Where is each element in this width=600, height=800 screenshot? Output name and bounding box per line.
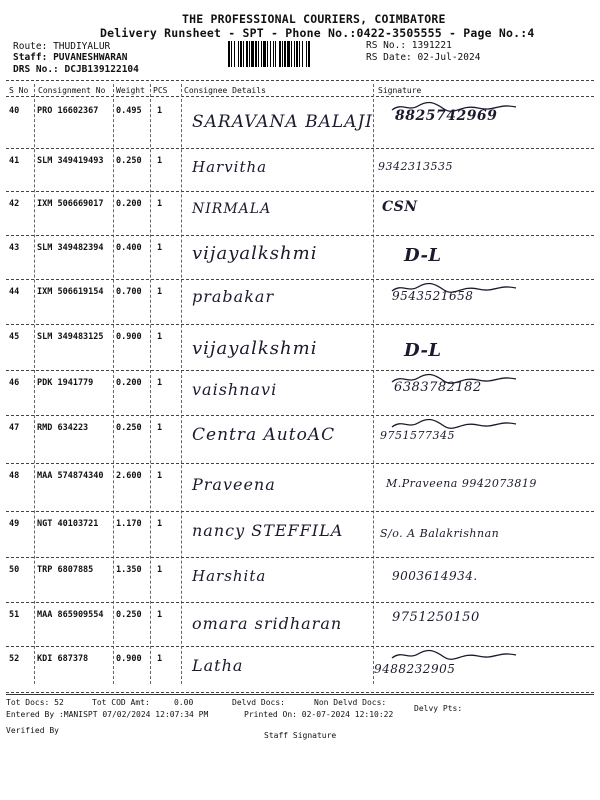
row-pcs: 1 — [157, 565, 163, 575]
delvy-pts: Delvy Pts: — [414, 704, 463, 713]
row-separator — [6, 148, 594, 149]
row-pcs: 1 — [157, 287, 163, 297]
runsheet-title: Delivery Runsheet - SPT - Phone No.:0422-3505555 - Page No.:4 — [100, 26, 535, 40]
row-sno: 40 — [9, 106, 20, 116]
row-consignment-no: IXM 506669017 — [37, 199, 104, 209]
row-signature: 9543521658 — [392, 289, 474, 303]
tot-docs: Tot Docs: 52 — [6, 698, 64, 707]
row-pcs: 1 — [157, 519, 163, 529]
signature-scribble — [388, 372, 588, 386]
tot-cod-label: Tot COD Amt: — [92, 698, 150, 707]
row-consignee-name: vijayalkshmi — [192, 338, 318, 359]
table-row — [0, 326, 600, 370]
row-consignment-no: SLM 349483125 — [37, 332, 104, 342]
col-sno: S No — [9, 86, 29, 95]
row-separator — [6, 646, 594, 647]
table-row — [0, 513, 600, 557]
row-weight: 0.900 — [116, 654, 142, 664]
row-signature: 6383782182 — [394, 380, 482, 395]
row-pcs: 1 — [157, 106, 163, 116]
row-weight: 0.250 — [116, 423, 142, 433]
row-signature: S/o. A Balakrishnan — [380, 527, 500, 540]
table-row — [0, 465, 600, 511]
table-row — [0, 237, 600, 279]
row-consignment-no: RMD 634223 — [37, 423, 89, 433]
barcode-image — [228, 41, 356, 67]
row-separator — [6, 370, 594, 371]
table-row — [0, 604, 600, 646]
row-pcs: 1 — [157, 199, 163, 209]
row-consignee-name: Latha — [192, 656, 244, 675]
row-sno: 44 — [9, 287, 20, 297]
row-consignment-no: KDI 687378 — [37, 654, 89, 664]
row-consignment-no: IXM 506619154 — [37, 287, 104, 297]
col-weight: Weight — [116, 86, 145, 95]
row-separator — [6, 415, 594, 416]
signature-scribble — [388, 417, 588, 431]
row-separator — [6, 235, 594, 236]
row-sno: 48 — [9, 471, 20, 481]
row-pcs: 1 — [157, 610, 163, 620]
entered-by: Entered By :MANISPT 07/02/2024 12:07:34 PM — [6, 710, 209, 719]
row-separator — [6, 602, 594, 603]
row-consignee-name: Harshita — [192, 567, 267, 585]
route-value: THUDIYALUR — [53, 41, 111, 52]
row-consignment-no: MAA 865909554 — [37, 610, 104, 620]
row-consignee-name: vijayalkshmi — [192, 243, 318, 264]
row-pcs: 1 — [157, 378, 163, 388]
table-row — [0, 648, 600, 692]
row-weight: 0.900 — [116, 332, 142, 342]
row-separator — [6, 557, 594, 558]
row-consignee-name: prabakar — [192, 287, 275, 306]
row-consignee-name: vaishnavi — [192, 380, 278, 399]
row-consignee-name: nancy STEFFILA — [192, 521, 344, 540]
row-sno: 46 — [9, 378, 20, 388]
row-weight: 0.250 — [116, 156, 142, 166]
rs-date-line — [366, 52, 480, 63]
row-signature: 9342313535 — [378, 160, 453, 173]
row-consignee-name: Praveena — [192, 475, 276, 494]
drs-label: DRS No.: — [13, 64, 59, 75]
row-pcs: 1 — [157, 156, 163, 166]
delvd-docs: Delvd Docs: — [232, 698, 285, 707]
rs-no-value: 1391221 — [411, 40, 452, 51]
rs-no-label: RS No.: — [366, 40, 407, 51]
row-sno: 51 — [9, 610, 20, 620]
tot-cod-value: 0.00 — [174, 698, 194, 707]
row-sno: 43 — [9, 243, 20, 253]
row-consignment-no: SLM 349419493 — [37, 156, 104, 166]
row-consignment-no: MAA 574874340 — [37, 471, 104, 481]
row-weight: 2.600 — [116, 471, 142, 481]
drs-value: DCJB139122104 — [64, 64, 139, 75]
row-pcs: 1 — [157, 654, 163, 664]
footer-rule — [6, 694, 594, 695]
row-sno: 42 — [9, 199, 20, 209]
row-separator — [6, 324, 594, 325]
row-consignment-no: PRO 16602367 — [37, 106, 99, 116]
non-delvd-docs: Non Delvd Docs: — [314, 698, 387, 707]
drs-line — [13, 64, 139, 75]
row-weight: 0.700 — [116, 287, 142, 297]
row-signature: 9751577345 — [380, 429, 455, 442]
row-consignment-no: SLM 349482394 — [37, 243, 104, 253]
row-separator — [6, 463, 594, 464]
row-sno: 52 — [9, 654, 20, 664]
signature-scribble — [388, 648, 588, 662]
row-sno: 45 — [9, 332, 20, 342]
row-pcs: 1 — [157, 423, 163, 433]
row-separator — [6, 279, 594, 280]
row-weight: 0.495 — [116, 106, 142, 116]
staff-label: Staff: — [13, 52, 48, 63]
staff-value: PUVANESHWARAN — [53, 52, 128, 63]
row-weight: 0.200 — [116, 199, 142, 209]
row-consignee-name: Harvitha — [192, 158, 268, 176]
header-bottom-rule — [6, 96, 594, 97]
row-separator — [6, 692, 594, 693]
row-signature: 9003614934. — [392, 569, 478, 583]
row-signature: M.Praveena 9942073819 — [386, 477, 537, 490]
staff-signature: Staff Signature — [264, 731, 337, 740]
row-signature: 8825742969 — [395, 108, 498, 124]
verified-by: Verified By — [6, 726, 59, 735]
rs-no-line — [366, 40, 452, 51]
row-pcs: 1 — [157, 243, 163, 253]
table-row — [0, 193, 600, 235]
row-consignee-name: Centra AutoAC — [192, 425, 336, 445]
row-consignee-name: SARAVANA BALAJI — [192, 112, 373, 132]
table-row — [0, 281, 600, 324]
table-row — [0, 100, 600, 148]
row-consignee-name: omara sridharan — [192, 614, 343, 633]
col-pcs: PCS — [153, 86, 168, 95]
row-separator — [6, 191, 594, 192]
row-weight: 0.200 — [116, 378, 142, 388]
col-consignee: Consignee Details — [184, 86, 266, 95]
row-consignment-no: PDK 1941779 — [37, 378, 94, 388]
col-consignment: Consignment No — [38, 86, 106, 95]
row-sno: 50 — [9, 565, 20, 575]
staff-line — [13, 52, 127, 63]
header-top-rule — [6, 80, 594, 81]
row-signature: 9488232905 — [374, 662, 456, 676]
table-row — [0, 372, 600, 415]
row-signature: D-L — [404, 340, 442, 361]
row-weight: 1.170 — [116, 519, 142, 529]
row-signature: CSN — [382, 199, 418, 215]
printed-on: Printed On: 02-07-2024 12:10:22 — [244, 710, 394, 719]
company-title: THE PROFESSIONAL COURIERS, COIMBATORE — [182, 12, 446, 26]
col-signature: Signature — [378, 86, 422, 95]
row-consignment-no: NGT 40103721 — [37, 519, 99, 529]
row-pcs: 1 — [157, 332, 163, 342]
row-weight: 1.350 — [116, 565, 142, 575]
row-consignment-no: TRP 6807885 — [37, 565, 94, 575]
row-separator — [6, 511, 594, 512]
table-row — [0, 559, 600, 602]
rs-date-value: 02-Jul-2024 — [417, 52, 481, 63]
signature-scribble — [388, 281, 588, 295]
route-line — [13, 41, 110, 52]
row-sno: 49 — [9, 519, 20, 529]
row-sno: 41 — [9, 156, 20, 166]
row-weight: 0.250 — [116, 610, 142, 620]
row-sno: 47 — [9, 423, 20, 433]
row-consignee-name: NIRMALA — [192, 201, 272, 217]
row-weight: 0.400 — [116, 243, 142, 253]
table-row — [0, 417, 600, 463]
route-label: Route: — [13, 41, 48, 52]
signature-scribble — [388, 100, 588, 114]
row-signature: 9751250150 — [392, 610, 480, 625]
row-pcs: 1 — [157, 471, 163, 481]
rs-date-label: RS Date: — [366, 52, 412, 63]
row-signature: D-L — [404, 245, 442, 266]
table-row — [0, 150, 600, 191]
